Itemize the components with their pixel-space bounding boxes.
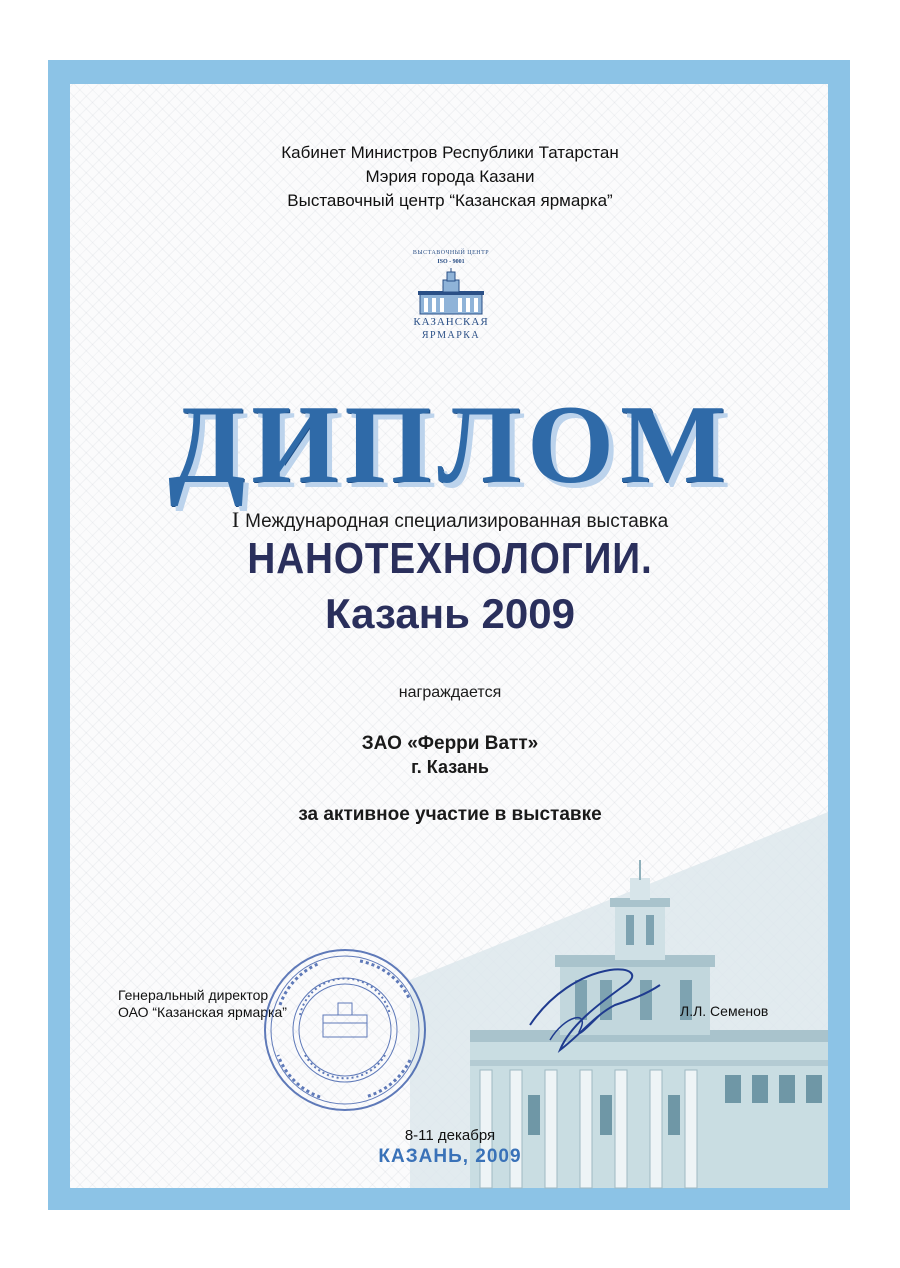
header-line-expo-center: Выставочный центр “Казанская ярмарка”	[287, 191, 613, 210]
header-line-cabinet: Кабинет Министров Республики Татарстан	[281, 143, 619, 162]
company-seal	[260, 945, 430, 1115]
diploma-title: ДИПЛОМ	[168, 383, 732, 507]
award-reason: за активное участие в выставке	[298, 804, 602, 825]
exhibition-city-year: Казань 2009	[325, 590, 575, 637]
company-name: ЗАО «Ферри Ватт»	[361, 733, 539, 754]
expo-center-logo	[408, 250, 494, 342]
building-logo-icon	[416, 268, 486, 316]
exhibition-subtitle: Международная специализированная выставка	[245, 511, 669, 532]
logo-caption: ВЫСТАВОЧНЫЙ ЦЕНТР	[412, 250, 490, 256]
handwritten-signature	[520, 955, 670, 1065]
exhibition-place-year: КАЗАНЬ, 2009	[378, 1146, 522, 1167]
awarded-text: награждается	[398, 684, 502, 701]
position-organization: ОАО “Казанская ярмарка”	[118, 1004, 287, 1020]
header-line-mayor: Мэрия города Казани	[365, 167, 535, 186]
exhibition-name: НАНОТЕХНОЛОГИИ.	[247, 534, 653, 583]
position-title: Генеральный директор	[118, 987, 269, 1003]
exhibition-dates: 8-11 декабря	[404, 1127, 496, 1144]
logo-name-line2: ЯРМАРКА	[421, 330, 481, 341]
logo-iso-mark: ISO - 9001	[437, 259, 465, 265]
logo-name-line1: КАЗАНСКАЯ	[413, 316, 489, 328]
company-city: г. Казань	[411, 757, 489, 777]
signer-name: Л.Л. Семенов	[680, 1003, 769, 1019]
exhibition-number: I	[231, 507, 240, 532]
